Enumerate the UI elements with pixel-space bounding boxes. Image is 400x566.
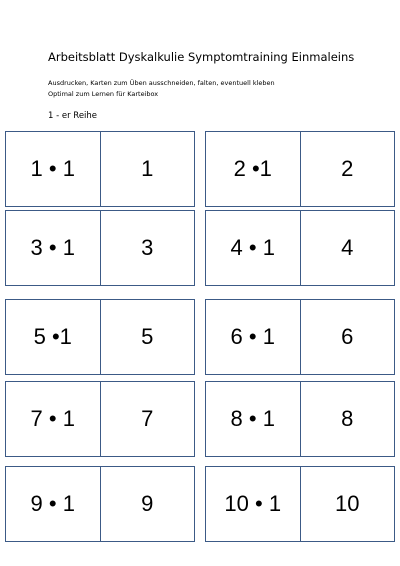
card-question: 2 •1 bbox=[206, 132, 301, 206]
card-question: 3 • 1 bbox=[6, 211, 101, 285]
card-question: 9 • 1 bbox=[6, 467, 101, 541]
card-question: 1 • 1 bbox=[6, 132, 101, 206]
card-answer: 8 bbox=[341, 406, 354, 431]
page-title: Arbeitsblatt Dyskalkulie Symptomtraining Einmaleins bbox=[48, 50, 355, 64]
card-question: 4 • 1 bbox=[206, 211, 301, 285]
card-answer: 3 bbox=[141, 235, 154, 260]
card-answer: 5 bbox=[141, 324, 154, 349]
card-question: 8 • 1 bbox=[206, 382, 301, 456]
card-answer: 2 bbox=[341, 156, 354, 181]
flashcard bbox=[205, 381, 395, 457]
flashcard bbox=[5, 299, 195, 375]
flashcard bbox=[205, 131, 395, 207]
flashcard bbox=[5, 131, 195, 207]
card-question: 5 •1 bbox=[6, 300, 101, 374]
flashcard bbox=[205, 299, 395, 375]
instructions-line: Ausdrucken, Karten zum Üben ausschneiden, falten, eventuell kleben bbox=[48, 79, 275, 87]
card-answer: 1 bbox=[141, 156, 154, 181]
flashcard bbox=[5, 381, 195, 457]
flashcard bbox=[205, 466, 395, 542]
card-answer: 9 bbox=[141, 491, 154, 516]
card-question: 7 • 1 bbox=[6, 382, 101, 456]
flashcard bbox=[205, 210, 395, 286]
card-answer: 10 bbox=[335, 491, 360, 516]
flashcard bbox=[5, 210, 195, 286]
card-question: 6 • 1 bbox=[206, 300, 301, 374]
flashcard bbox=[5, 466, 195, 542]
card-answer: 6 bbox=[341, 324, 354, 349]
card-answer: 4 bbox=[341, 235, 354, 260]
section-heading: 1 - er Reihe bbox=[48, 111, 98, 121]
card-answer: 7 bbox=[141, 406, 154, 431]
card-question: 10 • 1 bbox=[206, 467, 301, 541]
instructions-line: Optimal zum Lernen für Karteibox bbox=[48, 90, 159, 98]
